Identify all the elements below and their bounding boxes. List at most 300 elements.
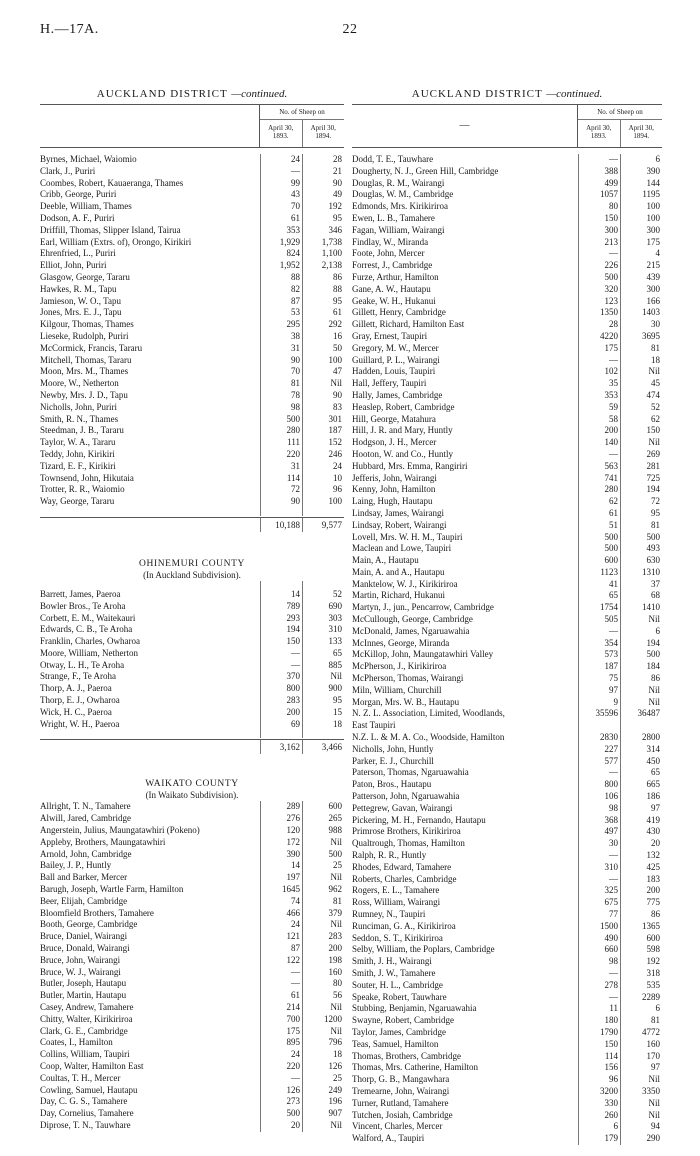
sheep-1894: 301 <box>302 414 344 426</box>
owner-name: Jamieson, W. O., Tapu <box>40 295 121 306</box>
table-row <box>40 919 344 931</box>
sheep-1893: — <box>578 154 620 166</box>
table-row <box>352 649 662 661</box>
owner-name: McCullough, George, Cambridge <box>352 614 473 625</box>
sheep-1894: 725 <box>620 473 662 485</box>
sheep-1894: 21 <box>302 166 344 178</box>
sheep-1894: 4772 <box>620 1027 662 1039</box>
table-row <box>352 189 662 201</box>
table-row <box>352 590 662 602</box>
sheep-1894: 170 <box>620 1051 662 1063</box>
sheep-1894: 2289 <box>620 992 662 1004</box>
sheep-1894: 50 <box>302 343 344 355</box>
sheep-1893: 660 <box>578 944 620 956</box>
col-1893: April 30, 1893. <box>586 124 612 140</box>
sheep-1893: 675 <box>578 897 620 909</box>
table-row <box>40 671 344 683</box>
sheep-1894: 379 <box>302 908 344 920</box>
sheep-1893: — <box>578 874 620 886</box>
owner-name: Clark, J., Puriri <box>40 165 96 176</box>
owner-name: Douglas, R. M., Wairangi <box>352 177 445 188</box>
sheep-1893: 320 <box>578 284 620 296</box>
sheep-1893: 82 <box>260 284 302 296</box>
sheep-1894: 81 <box>620 1015 662 1027</box>
owner-name: Thomas, Brothers, Cambridge <box>352 1050 461 1061</box>
owner-name: Martyn, J., jun., Pencarrow, Cambridge <box>352 602 494 613</box>
table-row <box>40 825 344 837</box>
sheep-1894: 9,577 <box>302 518 344 532</box>
sheep-1893: 500 <box>260 1108 302 1120</box>
sheep-1894: 269 <box>620 449 662 461</box>
sheep-1894: 200 <box>620 885 662 897</box>
table-row <box>40 248 344 260</box>
sheep-1894: 25 <box>302 1073 344 1085</box>
sheep-1894: Nil <box>302 1120 344 1132</box>
sheep-1894: 47 <box>302 366 344 378</box>
sheep-1893: 78 <box>260 390 302 402</box>
sheep-1893: 1350 <box>578 307 620 319</box>
owner-name: Moore, W., Netherton <box>40 378 119 389</box>
table-header-right: — No. of Sheep on April 30, 1893. April 30, 1894. <box>352 104 662 148</box>
sheep-1894: 215 <box>620 260 662 272</box>
table-row <box>40 884 344 896</box>
table-row <box>352 284 662 296</box>
table-row <box>40 849 344 861</box>
sheep-1894: 3350 <box>620 1086 662 1098</box>
sheep-1894: Nil <box>302 1002 344 1014</box>
table-row <box>352 956 662 968</box>
sheep-1893: 99 <box>260 178 302 190</box>
sheep-1894: 166 <box>620 296 662 308</box>
table-row <box>40 390 344 402</box>
sheep-1894: 97 <box>620 803 662 815</box>
sheep-1894: 24 <box>302 461 344 473</box>
sheep-1894: 630 <box>620 555 662 567</box>
owner-name: Morgan, Mrs. W. B., Hautapu <box>352 696 460 707</box>
sheep-1894: 86 <box>302 272 344 284</box>
sheep-1894: 535 <box>620 980 662 992</box>
table-row <box>40 166 344 178</box>
sheep-1894: 290 <box>620 1133 662 1145</box>
table-row <box>352 1074 662 1086</box>
sheep-1894: 200 <box>302 943 344 955</box>
table-row <box>40 378 344 390</box>
owner-name: Thorp, G. B., Mangawhara <box>352 1074 450 1085</box>
table-row <box>352 414 662 426</box>
table-row <box>40 201 344 213</box>
sheep-1894: 300 <box>620 225 662 237</box>
owner-name: Glasgow, George, Tararu <box>40 271 130 282</box>
sheep-1893: 789 <box>260 601 302 613</box>
sheep-1894: 152 <box>302 437 344 449</box>
table-row <box>352 567 662 579</box>
owner-name: Thorp, A. J., Paeroa <box>40 683 112 694</box>
sheep-1893: 122 <box>260 955 302 967</box>
owner-name: N. Z. L. Association, Limited, Woodlands, <box>352 708 505 719</box>
owner-name: Coop, Walter, Hamilton East <box>40 1061 144 1071</box>
table-row <box>352 201 662 213</box>
sheep-1894: 1200 <box>302 1014 344 1026</box>
sheep-1893: 9 <box>578 697 620 709</box>
table-row <box>40 449 344 461</box>
sheep-1893: 273 <box>260 1096 302 1108</box>
spacer-name <box>40 581 260 589</box>
right-column <box>352 88 662 1145</box>
table-row <box>40 343 344 355</box>
owner-name: Teas, Samuel, Hamilton <box>352 1038 439 1049</box>
sheep-1893: 31 <box>260 461 302 473</box>
sheep-1893: 741 <box>578 473 620 485</box>
owner-name: Tizard, E. F., Kirikiri <box>40 460 116 471</box>
owner-name: McPherson, J., Kirikiriroa <box>352 661 447 672</box>
sheep-1893: 353 <box>578 390 620 402</box>
spacer-v2 <box>302 508 344 516</box>
sheep-1893: 51 <box>578 520 620 532</box>
owner-name: Trotter, R. R., Waiomio <box>40 484 125 495</box>
table-row <box>40 719 344 731</box>
table-row <box>40 414 344 426</box>
spacer-name <box>40 730 260 738</box>
owner-name: Beer, Elijah, Cambridge <box>40 895 128 906</box>
table-row <box>352 154 662 166</box>
table-row <box>352 862 662 874</box>
sheep-1894: 796 <box>302 1037 344 1049</box>
table-row <box>352 248 662 260</box>
sheep-1893: 172 <box>260 837 302 849</box>
table-row <box>40 813 344 825</box>
sheep-1894: 1,738 <box>302 237 344 249</box>
owner-name: Pettegrew, Gavan, Wairangi <box>352 802 453 813</box>
sheep-1893: 90 <box>260 496 302 508</box>
table-row <box>352 685 662 697</box>
owner-name: Byrnes, Michael, Waiomio <box>40 154 137 164</box>
table-row <box>352 1133 662 1145</box>
table-row <box>40 1014 344 1026</box>
sheep-1894: 6 <box>620 626 662 638</box>
spacer-v2 <box>302 730 344 738</box>
sheep-1894: 194 <box>620 484 662 496</box>
sheep-1893: 325 <box>578 885 620 897</box>
table-row <box>352 1062 662 1074</box>
sheep-1893: 824 <box>260 248 302 260</box>
sheep-1894: Nil <box>620 685 662 697</box>
sheep-1894: 62 <box>620 414 662 426</box>
sheep-1893: 61 <box>260 990 302 1002</box>
sheep-1893: 390 <box>260 849 302 861</box>
sheep-1894: 49 <box>302 189 344 201</box>
table-row <box>40 908 344 920</box>
sheep-1893: 1645 <box>260 884 302 896</box>
owner-name: Bruce, John, Wairangi <box>40 954 121 965</box>
sheep-1893: — <box>578 767 620 779</box>
sheep-1894: 100 <box>302 355 344 367</box>
sheep-1894: 187 <box>302 425 344 437</box>
sheep-1893: 500 <box>260 414 302 426</box>
total-row <box>40 739 344 754</box>
table-row <box>352 237 662 249</box>
sheep-1894: 1310 <box>620 567 662 579</box>
sheep-1893: 35596 <box>578 708 620 720</box>
table-row <box>352 850 662 862</box>
owner-name: Strange, F., Te Aroha <box>40 671 116 682</box>
sheep-1893: 563 <box>578 461 620 473</box>
sheep-1893: 500 <box>578 532 620 544</box>
sheep-1893: 370 <box>260 671 302 683</box>
sheep-1893: 388 <box>578 166 620 178</box>
sheep-1894: 133 <box>302 636 344 648</box>
owner-name: Heaslep, Robert, Cambridge <box>352 401 455 412</box>
owner-name: Butler, Joseph, Hautapu <box>40 978 127 989</box>
sheep-1894: Nil <box>620 1098 662 1110</box>
sheep-1894: Nil <box>302 837 344 849</box>
owner-name: Main, A. and A., Hautapu <box>352 566 445 577</box>
sheep-1893: 97 <box>578 685 620 697</box>
table-row <box>352 543 662 555</box>
sheep-1894: 175 <box>620 237 662 249</box>
sheep-1894: 281 <box>620 461 662 473</box>
table-row <box>40 801 344 813</box>
sheep-1893: 114 <box>578 1051 620 1063</box>
owner-name: Gillett, Richard, Hamilton East <box>352 319 465 330</box>
sheep-1894: 3,466 <box>302 740 344 754</box>
owner-name: Swayne, Robert, Cambridge <box>352 1015 454 1026</box>
sheep-1894: 18 <box>620 355 662 367</box>
sheep-1894: 310 <box>302 624 344 636</box>
sheep-1894: 775 <box>620 897 662 909</box>
sheep-1893: — <box>578 850 620 862</box>
owner-name: Corbett, E. M., Waitekauri <box>40 612 136 623</box>
table-row <box>352 449 662 461</box>
sheep-1894: 86 <box>620 909 662 921</box>
sheep-1893: 61 <box>578 508 620 520</box>
table-row <box>40 319 344 331</box>
sheep-1893: 1,952 <box>260 260 302 272</box>
table-row <box>40 1073 344 1085</box>
owner-name: Lovell, Mrs. W. H. M., Taupiri <box>352 531 463 542</box>
sheep-1894: 96 <box>302 484 344 496</box>
owner-name: Speake, Robert, Tauwhare <box>352 991 447 1002</box>
sheep-1894: 249 <box>302 1085 344 1097</box>
sheep-1893: 175 <box>578 343 620 355</box>
owner-name: Appleby, Brothers, Maungatawhiri <box>40 836 166 847</box>
table-row <box>352 343 662 355</box>
sheep-1893: 310 <box>578 862 620 874</box>
spacer-v1 <box>260 508 302 516</box>
table-row <box>352 909 662 921</box>
table-row <box>40 1037 344 1049</box>
sheep-1893: 69 <box>260 719 302 731</box>
table-row <box>352 815 662 827</box>
owner-name: Bruce, Daniel, Wairangi <box>40 931 128 942</box>
sheep-1893: 150 <box>260 636 302 648</box>
sheep-1894: 25 <box>302 860 344 872</box>
spacer-v1 <box>260 730 302 738</box>
sheep-1893: 573 <box>578 649 620 661</box>
owner-name: Taylor, W. A., Tararu <box>40 437 116 448</box>
owner-name: Angerstein, Julius, Maungatawhiri (Pokeno) <box>40 825 200 836</box>
sheep-1893: 24 <box>260 154 302 166</box>
owner-name: Casey, Andrew, Tamahere <box>40 1002 134 1013</box>
sheep-1893: 227 <box>578 744 620 756</box>
sheep-1894: 246 <box>302 449 344 461</box>
sheep-1894: 439 <box>620 272 662 284</box>
sheep-1894: 183 <box>620 874 662 886</box>
owner-name: McKillop, John, Maungatawhiri Valley <box>352 649 494 660</box>
sheep-1893: 80 <box>578 201 620 213</box>
sheep-1893: 226 <box>578 260 620 272</box>
sheep-1893: 96 <box>578 1074 620 1086</box>
sheep-1893: 260 <box>578 1110 620 1122</box>
sheep-1894: 100 <box>302 496 344 508</box>
sheep-1894: 1195 <box>620 189 662 201</box>
col-1894: April 30, 1894. <box>620 120 663 147</box>
sheep-1893: — <box>578 968 620 980</box>
sheep-1893: — <box>260 967 302 979</box>
owner-name: Seddon, S. T., Kirikiriroa <box>352 932 443 943</box>
table-row <box>40 707 344 719</box>
table-row <box>40 496 344 508</box>
sheep-1893: 276 <box>260 813 302 825</box>
sheep-1893: 1,929 <box>260 237 302 249</box>
sheep-1893: 466 <box>260 908 302 920</box>
table-row <box>352 661 662 673</box>
table-row <box>352 933 662 945</box>
table-row <box>352 697 662 709</box>
sheep-1894: 28 <box>302 154 344 166</box>
sheep-1893: 38 <box>260 331 302 343</box>
table-row <box>40 366 344 378</box>
table-row <box>40 307 344 319</box>
owner-name: Way, George, Tararu <box>40 496 115 507</box>
owner-name: Teddy, John, Kirikiri <box>40 448 115 459</box>
sheep-1893: 53 <box>260 307 302 319</box>
sheep-1893: 1500 <box>578 921 620 933</box>
sheep-1893: 106 <box>578 791 620 803</box>
table-row <box>352 708 662 720</box>
owner-name: McDonald, James, Ngaruawahia <box>352 625 470 636</box>
table-row <box>40 331 344 343</box>
sheep-1894: 318 <box>620 968 662 980</box>
sheep-1893: 353 <box>260 225 302 237</box>
owner-name: Vincent, Charles, Mercer <box>352 1121 443 1132</box>
sheep-1893: 24 <box>260 919 302 931</box>
table-row <box>40 1096 344 1108</box>
left-rows <box>40 148 344 1132</box>
sheep-1893: 600 <box>578 555 620 567</box>
table-row <box>352 980 662 992</box>
owner-name: Mitchell, Thomas, Tararu <box>40 354 132 365</box>
table-row <box>40 260 344 272</box>
table-row <box>352 331 662 343</box>
table-row <box>352 425 662 437</box>
table-row <box>40 402 344 414</box>
sheep-1893: 2830 <box>578 732 620 744</box>
sheep-1894: 300 <box>620 284 662 296</box>
sheep-1894: 81 <box>620 520 662 532</box>
owner-name: Fagan, William, Wairangi <box>352 224 445 235</box>
table-row <box>352 532 662 544</box>
table-row <box>352 473 662 485</box>
sheep-1893: 35 <box>578 378 620 390</box>
sheep-1894: 81 <box>302 896 344 908</box>
spacer <box>40 581 344 589</box>
sheep-1894: Nil <box>620 1110 662 1122</box>
sheep-1893: 3200 <box>578 1086 620 1098</box>
table-row <box>40 473 344 485</box>
sheep-1893: 197 <box>260 872 302 884</box>
owner-name: Coultas, T. H., Mercer <box>40 1072 121 1083</box>
table-row <box>40 613 344 625</box>
sheep-1893: 354 <box>578 638 620 650</box>
owner-name: Dodd, T. E., Tauwhare <box>352 154 434 164</box>
owner-name: Hooton, W. and Co., Huntly <box>352 448 454 459</box>
owner-name: Nicholls, John, Huntly <box>352 743 434 754</box>
owner-name: Miln, William, Churchill <box>352 684 442 695</box>
sheep-1893: 30 <box>578 838 620 850</box>
table-row <box>40 683 344 695</box>
spacer-v2 <box>302 581 344 589</box>
sheep-1893: 74 <box>260 896 302 908</box>
owner-name: McInnes, George, Miranda <box>352 637 450 648</box>
owner-name: Hodgson, J. H., Mercer <box>352 437 437 448</box>
table-row <box>352 213 662 225</box>
table-row <box>40 990 344 1002</box>
sheep-1893: 75 <box>578 673 620 685</box>
table-row <box>40 237 344 249</box>
owner-name: Newby, Mrs. J. D., Tapu <box>40 389 128 400</box>
table-row <box>40 967 344 979</box>
sheep-1893: — <box>578 449 620 461</box>
sheep-1893: 11 <box>578 1003 620 1015</box>
sheep-1893: 490 <box>578 933 620 945</box>
sheep-1894: 314 <box>620 744 662 756</box>
sheep-1894: 132 <box>620 850 662 862</box>
table-row <box>40 355 344 367</box>
table-row <box>40 896 344 908</box>
owner-name: Smith, J. W., Tamahere <box>352 967 436 978</box>
sheep-1893: 70 <box>260 366 302 378</box>
spacer-v1 <box>260 581 302 589</box>
owner-name: Ehrenfried, L., Puriri <box>40 248 116 259</box>
owner-name: McCormick, Francis, Tararu <box>40 342 143 353</box>
table-row <box>352 1015 662 1027</box>
sheep-1894: 95 <box>302 695 344 707</box>
sheep-1894: 988 <box>302 825 344 837</box>
sheep-1893: 200 <box>260 707 302 719</box>
table-row <box>40 178 344 190</box>
sheep-1894: 94 <box>620 1121 662 1133</box>
table-row <box>352 1003 662 1015</box>
owner-name: Gillett, Henry, Cambridge <box>352 307 446 318</box>
table-row <box>352 225 662 237</box>
ohinemuri-county-title: OHINEMURI COUNTY <box>139 558 245 569</box>
sheep-1893: 41 <box>578 579 620 591</box>
owner-name: Ball and Barker, Mercer <box>40 872 128 883</box>
table-row <box>352 1110 662 1122</box>
table-row <box>352 874 662 886</box>
table-row <box>352 508 662 520</box>
table-row <box>352 355 662 367</box>
sheep-1893: 114 <box>260 473 302 485</box>
sheep-1894: 56 <box>302 990 344 1002</box>
sheep-1893: — <box>578 248 620 260</box>
sheep-1894: 493 <box>620 543 662 555</box>
owner-name <box>40 518 260 532</box>
sheep-1893: 87 <box>260 296 302 308</box>
sheep-1894: 160 <box>302 967 344 979</box>
owner-name: Earl, William (Extrs. of), Orongo, Kirikiri <box>40 236 192 247</box>
sheep-1893: 220 <box>260 1061 302 1073</box>
